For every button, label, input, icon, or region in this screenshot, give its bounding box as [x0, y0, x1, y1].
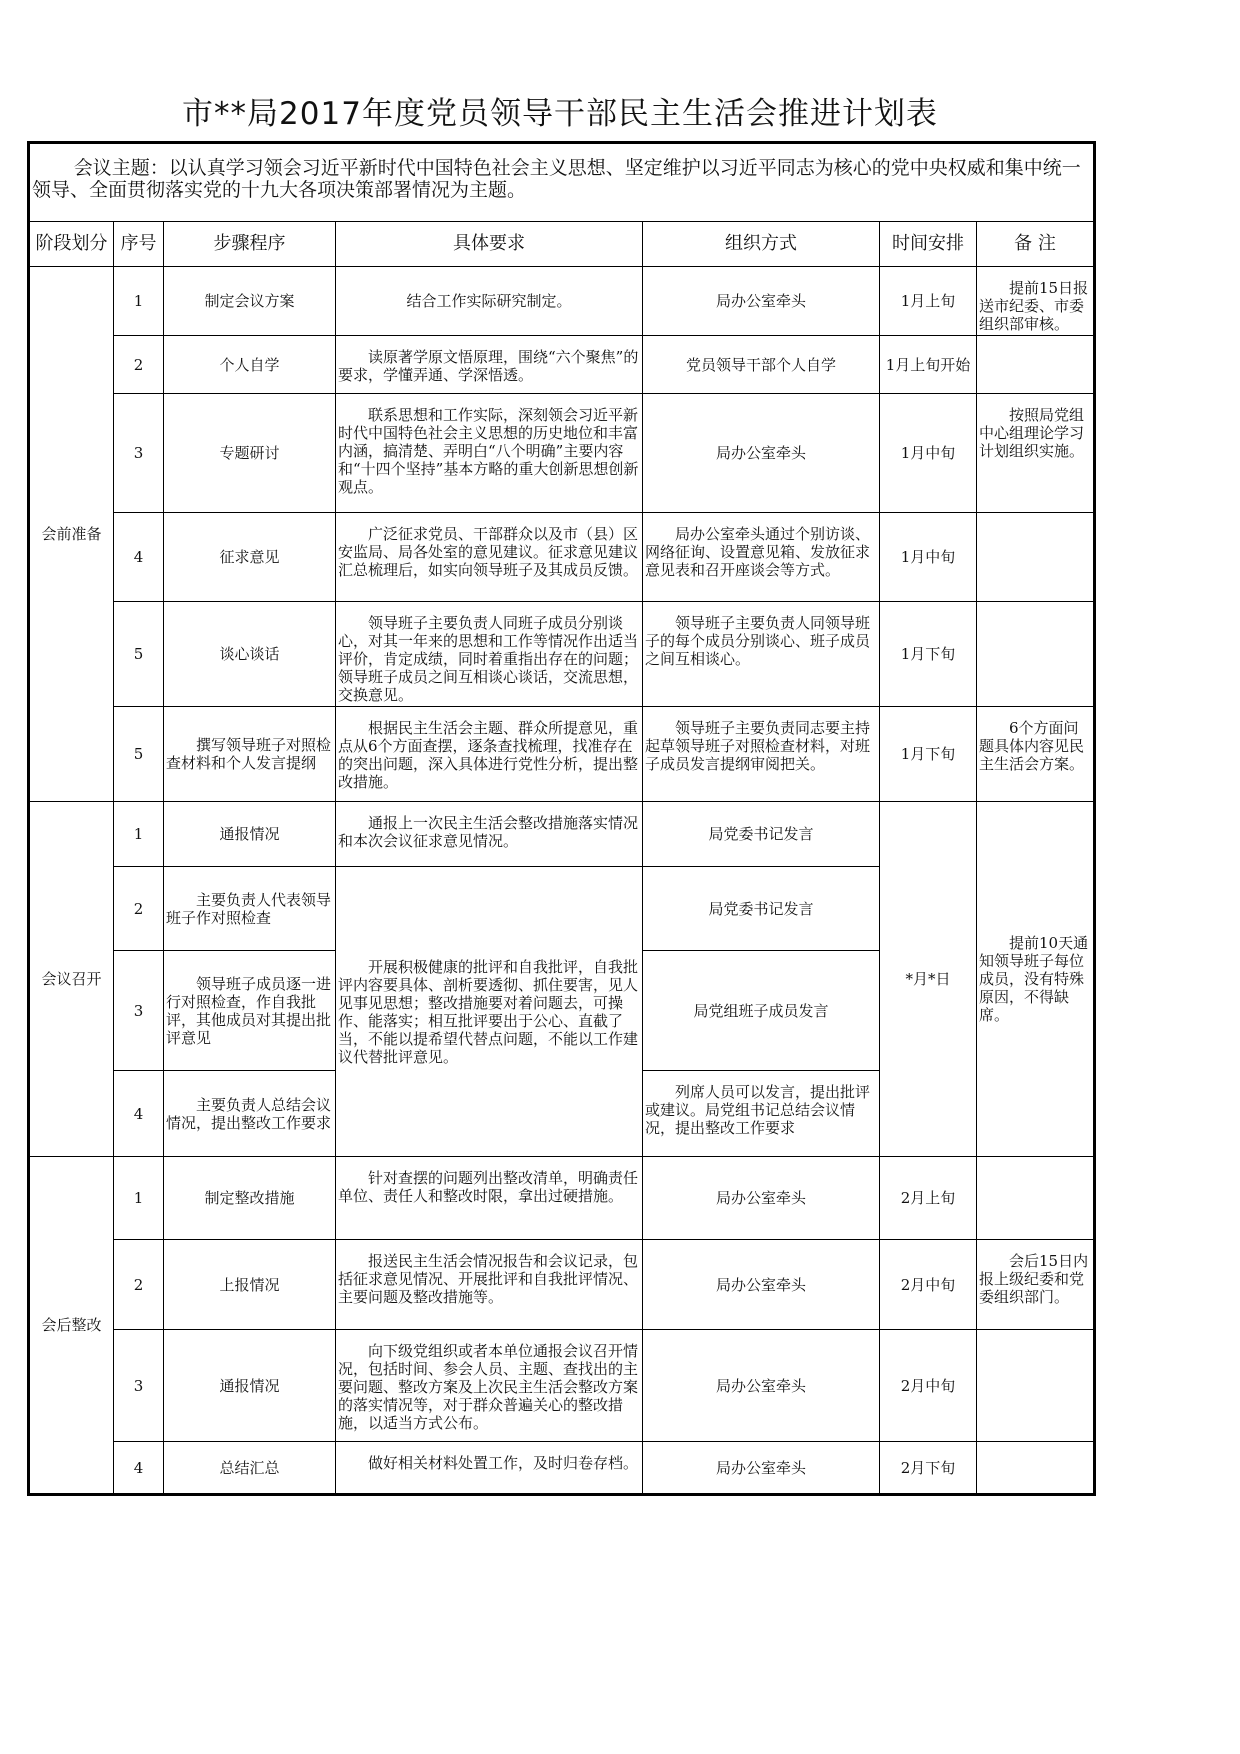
note-cell: 会后15日内报上级纪委和党委组织部门。 [977, 1240, 1095, 1330]
header-organization: 组织方式 [643, 222, 880, 267]
organization-cell: 局办公室牵头 [643, 1240, 880, 1330]
step-cell: 主要负责人代表领导班子作对照检查 [164, 867, 336, 951]
organization-cell: 局党委书记发言 [643, 867, 880, 951]
organization-cell: 局办公室牵头 [643, 394, 880, 513]
time-cell: 1月中旬 [880, 394, 977, 513]
note-cell [977, 1330, 1095, 1442]
number-cell: 2 [114, 867, 164, 951]
requirement-cell: 领导班子主要负责人同班子成员分别谈心，对其一年来的思想和工作等情况作出适当评价，肯定成绩，同时着重指出存在的问题；领导班子成员之间互相谈心谈话，交流思想，交换意见。 [336, 602, 643, 707]
number-cell: 5 [114, 707, 164, 802]
time-cell: 2月中旬 [880, 1330, 977, 1442]
requirement-cell: 根据民主生活会主题、群众所提意见，重点从6个方面查摆，逐条查找梳理，找准存在的突出问题，深入具体进行党性分析，提出整改措施。 [336, 707, 643, 802]
table-row [29, 1240, 1095, 1330]
requirement-cell: 针对查摆的问题列出整改清单，明确责任单位、责任人和整改时限，拿出过硬措施。 [336, 1157, 643, 1240]
requirement-cell: 结合工作实际研究制定。 [336, 267, 643, 336]
step-cell: 征求意见 [164, 513, 336, 602]
number-cell: 4 [114, 1071, 164, 1157]
note-cell [977, 1157, 1095, 1240]
time-cell: *月*日 [880, 802, 977, 1157]
header-time: 时间安排 [880, 222, 977, 267]
header-requirement: 具体要求 [336, 222, 643, 267]
header-row [29, 222, 1095, 267]
number-cell: 5 [114, 602, 164, 707]
header-step: 步骤程序 [164, 222, 336, 267]
step-cell: 专题研讨 [164, 394, 336, 513]
requirement-cell: 向下级党组织或者本单位通报会议召开情况，包括时间、参会人员、主题、查找出的主要问题、整改方案及上次民主生活会整改方案的落实情况等，对于群众普遍关心的整改措施，以适当方式公布。 [336, 1330, 643, 1442]
number-cell: 1 [114, 802, 164, 867]
step-cell: 通报情况 [164, 802, 336, 867]
table-row [29, 1157, 1095, 1240]
number-cell: 3 [114, 1330, 164, 1442]
note-cell: 按照局党组中心组理论学习计划组织实施。 [977, 394, 1095, 513]
number-cell: 3 [114, 394, 164, 513]
note-cell [977, 602, 1095, 707]
table-row [29, 394, 1095, 513]
requirement-cell: 读原著学原文悟原理，围绕“六个聚焦”的要求，学懂弄通、学深悟透。 [336, 336, 643, 394]
note-cell [977, 513, 1095, 602]
requirement-cell: 联系思想和工作实际，深刻领会习近平新时代中国特色社会主义思想的历史地位和丰富内涵，搞清楚、弄明白“八个明确”主要内容和“十四个坚持”基本方略的重大创新思想创新观点。 [336, 394, 643, 513]
note-cell: 6个方面问题具体内容见民主生活会方案。 [977, 707, 1095, 802]
organization-cell: 局办公室牵头 [643, 1330, 880, 1442]
organization-cell: 局党委书记发言 [643, 802, 880, 867]
stage-cell: 会议召开 [29, 802, 114, 1157]
organization-cell: 局办公室牵头 [643, 1157, 880, 1240]
table-row [29, 1330, 1095, 1442]
organization-cell: 局办公室牵头 [643, 267, 880, 336]
organization-cell: 局党组班子成员发言 [643, 951, 880, 1071]
number-cell: 4 [114, 1442, 164, 1495]
meeting-theme: 会议主题：以认真学习领会习近平新时代中国特色社会主义思想、坚定维护以习近平同志为核心的党中央权威和集中统一领导、全面贯彻落实党的十九大各项决策部署情况为主题。 [29, 143, 1095, 222]
time-cell: 1月中旬 [880, 513, 977, 602]
organization-cell: 列席人员可以发言，提出批评或建议。局党组书记总结会议情况，提出整改工作要求 [643, 1071, 880, 1157]
page-title: 市**局2017年度党员领导干部民主生活会推进计划表 [182, 96, 938, 132]
requirement-cell: 开展积极健康的批评和自我批评，自我批评内容要具体、剖析要透彻、抓住要害，见人见事见思想；整改措施要对着问题去，可操作、能落实；相互批评要出于公心、直截了当，不能以提希望代替点问题，不能以工作建议代替批评意见。 [336, 867, 643, 1157]
step-cell: 撰写领导班子对照检查材料和个人发言提纲 [164, 707, 336, 802]
number-cell: 3 [114, 951, 164, 1071]
stage-cell: 会后整改 [29, 1157, 114, 1495]
time-cell: 2月下旬 [880, 1442, 977, 1495]
organization-cell: 局办公室牵头 [643, 1442, 880, 1495]
time-cell: 1月下旬 [880, 602, 977, 707]
time-cell: 1月下旬 [880, 707, 977, 802]
note-cell [977, 1442, 1095, 1495]
number-cell: 2 [114, 336, 164, 394]
note-cell [977, 336, 1095, 394]
note-cell: 提前15日报送市纪委、市委组织部审核。 [977, 267, 1095, 336]
time-cell: 2月上旬 [880, 1157, 977, 1240]
organization-cell: 领导班子主要负责人同领导班子的每个成员分别谈心、班子成员之间互相谈心。 [643, 602, 880, 707]
number-cell: 1 [114, 1157, 164, 1240]
table-row [29, 267, 1095, 336]
time-cell: 1月上旬开始 [880, 336, 977, 394]
organization-cell: 党员领导干部个人自学 [643, 336, 880, 394]
table-row [29, 1442, 1095, 1495]
table-row [29, 802, 1095, 867]
time-cell: 1月上旬 [880, 267, 977, 336]
plan-table [27, 141, 1096, 1496]
step-cell: 领导班子成员逐一进行对照检查，作自我批评，其他成员对其提出批评意见 [164, 951, 336, 1071]
step-cell: 个人自学 [164, 336, 336, 394]
step-cell: 通报情况 [164, 1330, 336, 1442]
time-cell: 2月中旬 [880, 1240, 977, 1330]
number-cell: 4 [114, 513, 164, 602]
stage-cell: 会前准备 [29, 267, 114, 802]
table-row [29, 707, 1095, 802]
table-row [29, 602, 1095, 707]
step-cell: 谈心谈话 [164, 602, 336, 707]
header-stage: 阶段划分 [29, 222, 114, 267]
header-note: 备 注 [977, 222, 1095, 267]
requirement-cell: 报送民主生活会情况报告和会议记录，包括征求意见情况、开展批评和自我批评情况、主要问题及整改措施等。 [336, 1240, 643, 1330]
organization-cell: 领导班子主要负责同志要主持起草领导班子对照检查材料，对班子成员发言提纲审阅把关。 [643, 707, 880, 802]
step-cell: 制定会议方案 [164, 267, 336, 336]
requirement-cell: 广泛征求党员、干部群众以及市（县）区安监局、局各处室的意见建议。征求意见建议汇总梳理后，如实向领导班子及其成员反馈。 [336, 513, 643, 602]
step-cell: 主要负责人总结会议情况，提出整改工作要求 [164, 1071, 336, 1157]
header-number: 序号 [114, 222, 164, 267]
requirement-cell: 做好相关材料处置工作，及时归卷存档。 [336, 1442, 643, 1495]
step-cell: 上报情况 [164, 1240, 336, 1330]
number-cell: 2 [114, 1240, 164, 1330]
note-cell: 提前10天通知领导班子每位成员，没有特殊原因，不得缺席。 [977, 802, 1095, 1157]
table-row [29, 513, 1095, 602]
step-cell: 制定整改措施 [164, 1157, 336, 1240]
step-cell: 总结汇总 [164, 1442, 336, 1495]
number-cell: 1 [114, 267, 164, 336]
organization-cell: 局办公室牵头通过个别访谈、网络征询、设置意见箱、发放征求意见表和召开座谈会等方式。 [643, 513, 880, 602]
table-row [29, 336, 1095, 394]
requirement-cell: 通报上一次民主生活会整改措施落实情况和本次会议征求意见情况。 [336, 802, 643, 867]
